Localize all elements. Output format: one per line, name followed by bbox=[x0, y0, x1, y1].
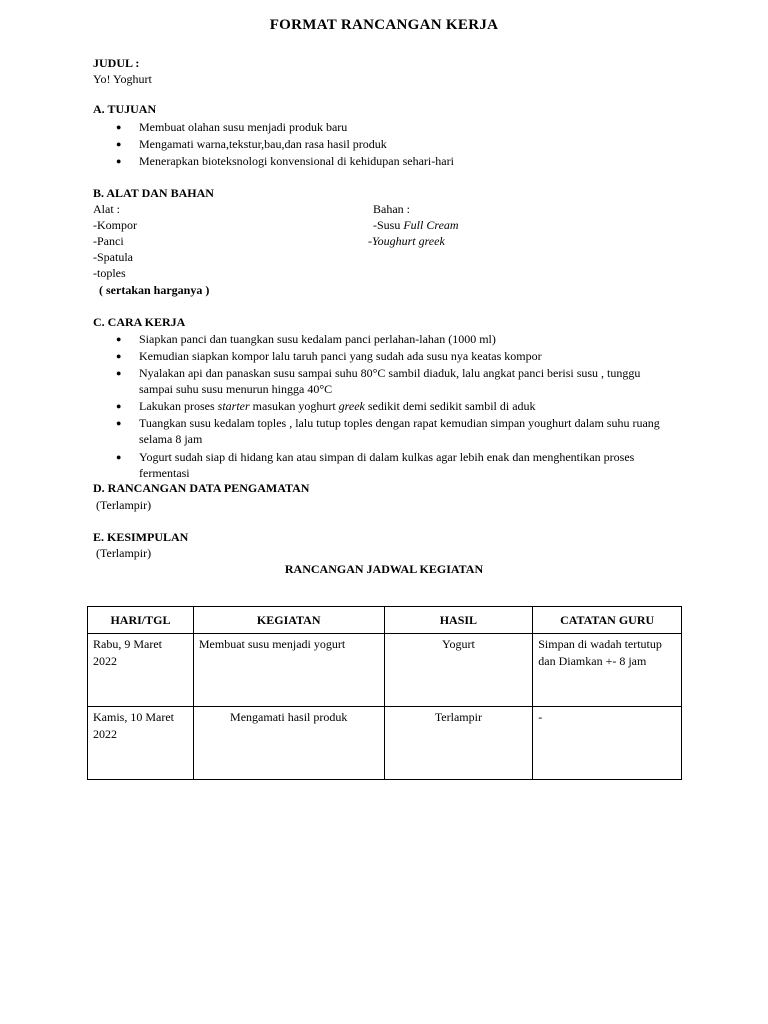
alat-bahan-heading: B. ALAT DAN BAHAN bbox=[93, 186, 214, 200]
bullet-icon: ● bbox=[116, 334, 122, 344]
table-header: CATATAN GURU bbox=[533, 607, 682, 634]
jadwal-table bbox=[87, 606, 682, 780]
table-row bbox=[88, 634, 682, 707]
document-title: FORMAT RANCANGAN KERJA bbox=[269, 17, 499, 33]
table-cell: Terlampir bbox=[384, 707, 533, 780]
tujuan-item: Menerapkan bioteksnologi konvensional di kehidupan sehari-hari bbox=[139, 154, 454, 168]
judul-value: Yo! Yoghurt bbox=[93, 72, 152, 86]
cara-kerja-step: Yogurt sudah siap di hidang kan atau simpan di dalam kulkas agar lebih enak dan menghentikan proses fermentasi bbox=[139, 450, 635, 480]
bullet-icon: ● bbox=[116, 401, 122, 411]
cara-kerja-heading: C. CARA KERJA bbox=[93, 315, 186, 329]
bullet-icon: ● bbox=[116, 452, 122, 462]
table-cell: Membuat susu menjadi yogurt bbox=[193, 634, 384, 707]
cara-kerja-step: Nyalakan api dan panaskan susu sampai suhu 80°C sambil diaduk, lalu angkat panci berisi susu , tunggu sampai suhu susu menurun hingga 40°C bbox=[139, 366, 641, 396]
table-cell: - bbox=[533, 707, 682, 780]
table-cell: Mengamati hasil produk bbox=[193, 707, 384, 780]
tujuan-heading: A. TUJUAN bbox=[93, 102, 157, 116]
rancangan-data-value: (Terlampir) bbox=[96, 498, 152, 512]
rancangan-data-heading: D. RANCANGAN DATA PENGAMATAN bbox=[93, 481, 310, 495]
alat-item: -Kompor bbox=[93, 218, 137, 232]
bullet-icon: ● bbox=[116, 418, 122, 428]
kesimpulan-heading: E. KESIMPULAN bbox=[93, 530, 189, 544]
alat-item: -Spatula bbox=[93, 250, 133, 264]
bullet-icon: ● bbox=[116, 156, 122, 166]
table-header: KEGIATAN bbox=[193, 607, 384, 634]
alat-item: -Panci bbox=[93, 234, 124, 248]
table-header: HARI/TGL bbox=[88, 607, 194, 634]
bahan-item: -Youghurt greek bbox=[368, 234, 445, 248]
table-cell: Rabu, 9 Maret 2022 bbox=[88, 634, 194, 707]
bahan-item: -Susu Full Cream bbox=[373, 218, 459, 232]
tujuan-item: Membuat olahan susu menjadi produk baru bbox=[139, 120, 348, 134]
cara-kerja-step: Lakukan proses starter masukan yoghurt greek sedikit demi sedikit sambil di aduk bbox=[139, 399, 536, 413]
bullet-icon: ● bbox=[116, 122, 122, 132]
cara-kerja-step: Kemudian siapkan kompor lalu taruh panci yang sudah ada susu nya keatas kompor bbox=[139, 349, 542, 363]
table-cell: Yogurt bbox=[384, 634, 533, 707]
alat-item: -toples bbox=[93, 266, 126, 280]
bahan-label: Bahan : bbox=[373, 202, 410, 216]
table-cell: Kamis, 10 Maret 2022 bbox=[88, 707, 194, 780]
table-cell: Simpan di wadah tertutup dan Diamkan +- 8 jam bbox=[533, 634, 682, 707]
tujuan-item: Mengamati warna,tekstur,bau,dan rasa hasil produk bbox=[139, 137, 387, 151]
cara-kerja-step: Tuangkan susu kedalam toples , lalu tutup toples dengan rapat kemudian simpan youghurt dalam suhu ruang selama 8 jam bbox=[139, 416, 660, 446]
bullet-icon: ● bbox=[116, 351, 122, 361]
table-header: HASIL bbox=[384, 607, 533, 634]
alat-label: Alat : bbox=[93, 202, 120, 216]
cara-kerja-step: Siapkan panci dan tuangkan susu kedalam panci perlahan-lahan (1000 ml) bbox=[139, 332, 496, 346]
harga-note: ( sertakan harganya ) bbox=[99, 283, 210, 297]
jadwal-title: RANCANGAN JADWAL KEGIATAN bbox=[284, 562, 484, 576]
bullet-icon: ● bbox=[116, 368, 122, 378]
bullet-icon: ● bbox=[116, 139, 122, 149]
table-header-row bbox=[88, 607, 682, 634]
table-row bbox=[88, 707, 682, 780]
judul-label: JUDUL : bbox=[93, 56, 140, 70]
kesimpulan-value: (Terlampir) bbox=[96, 546, 152, 560]
